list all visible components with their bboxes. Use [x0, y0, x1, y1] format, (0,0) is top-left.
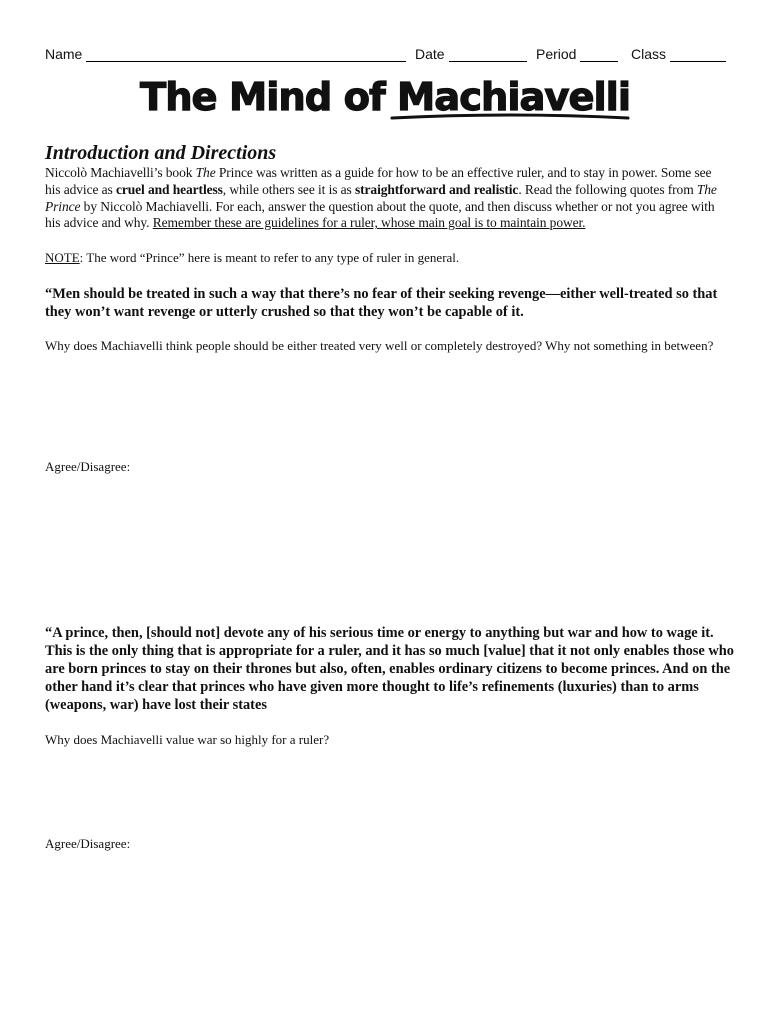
note-text: : The word “Prince” here is meant to refer to any type of ruler in general.	[79, 250, 460, 265]
period-label: Period	[536, 46, 577, 62]
intro-heading: Introduction and Directions	[45, 142, 277, 164]
period-line[interactable]	[580, 47, 618, 62]
class-line[interactable]	[670, 47, 726, 62]
class-field[interactable]	[631, 46, 726, 62]
quote-1: “Men should be treated in such a way that there’s no fear of their seeking revenge—either well-treated so that they won’t want revenge or utterly crushed so that they won’t be capable of it.	[45, 286, 718, 320]
agree-disagree-1: Agree/Disagree:	[45, 459, 131, 474]
date-field[interactable]	[415, 46, 527, 62]
agree-disagree-2: Agree/Disagree:	[45, 836, 131, 851]
date-label: Date	[415, 46, 445, 62]
note-line	[45, 250, 725, 266]
intro-paragraph: Niccolò Machiavelli’s book The Prince was written as a guide for how to be an effective ruler, and to stay in power. Some see his advice as cruel and heartless, while others see it is as straightforward and realistic. Read the following quotes from The Prince by Niccolò Machiavelli. For each, answer the question about the quote, and then discuss whether or not you agree with his advice and why. Remember these are guidelines for a ruler, whose main goal is to maintain power.	[45, 165, 717, 231]
student-info-fields	[45, 46, 725, 66]
note-label: NOTE	[45, 250, 80, 265]
quote-2: “A prince, then, [should not] devote any of his serious time or energy to anything but war and how to wage it. This is the only thing that is appropriate for a ruler, and it has so much [value] that it not only enables those who are born princes to stay on their thrones but also, often, enables ordinary citizens to become princes. And on the other hand it’s clear that princes who have given more thought to life’s refinements (luxuries) than to arms (weapons, war) have lost their states	[45, 625, 734, 713]
intro-emphasis: Remember these are guidelines for a ruler, whose main goal is to maintain power.	[152, 215, 586, 231]
question-2: Why does Machiavelli value war so highly for a ruler?	[45, 732, 330, 747]
title-text: The Mind of Machiavelli	[140, 75, 630, 119]
name-line[interactable]	[86, 47, 406, 62]
title-graphic	[130, 72, 640, 128]
worksheet-title	[130, 72, 640, 128]
question-1: Why does Machiavelli think people should be either treated very well or completely destroyed? Why not something in between?	[45, 338, 714, 353]
period-field[interactable]	[536, 46, 618, 62]
name-label: Name	[45, 46, 83, 62]
name-field[interactable]	[45, 46, 406, 62]
class-label: Class	[631, 46, 667, 62]
date-line[interactable]	[449, 47, 527, 62]
